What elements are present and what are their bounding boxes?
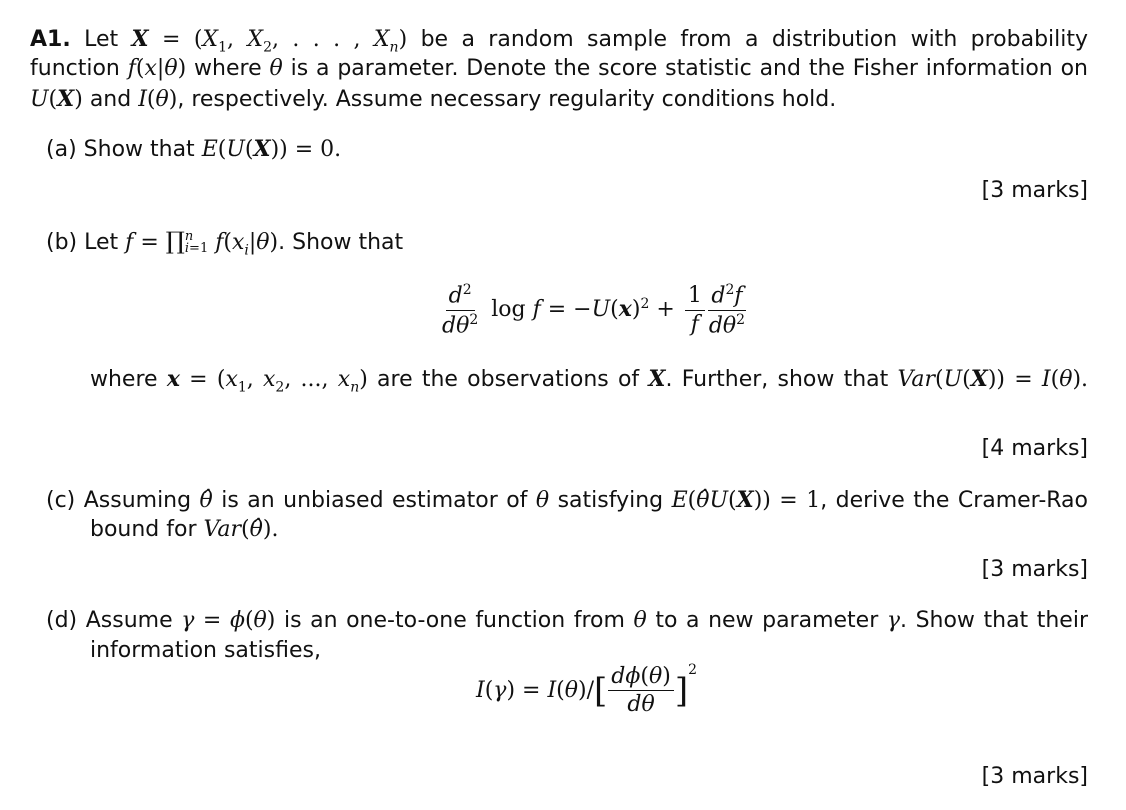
part-d: (d) Assume γ = ϕ(θ) is an one-to-one function from θ to a new parameter γ. Show that their (46, 608, 1088, 633)
part-c: (c) Assuming θ̂ is an unbiased estimator of θ satisfying E(θ̂U(X)) = 1, derive the Cramer-Rao (46, 487, 1088, 513)
part-a-marks: [3 marks] (981, 178, 1088, 203)
intro-line-1: A1. Let $X = (X_1$, $X_2$, . . . , $X_n$) be a random sample from a distribution with probability (30, 26, 1088, 54)
part-a: (a) Show that E(U(X)) = 0. (46, 136, 342, 162)
part-b: (b) Let f = ∏n i=1 $f(x_i|\theta)$. Show that (46, 227, 404, 259)
part-a-label: (a) (46, 137, 77, 162)
part-b-marks: [4 marks] (981, 436, 1088, 461)
part-b-equation: $\frac{d^2}{d\theta^2}$ $\log f = -U(x)^2$ + $\frac{1}{f}$ $\frac{d^2f}{d\theta^2}$ (442, 282, 746, 338)
part-c-marks: [3 marks] (981, 557, 1088, 582)
part-b-line2: where $x = (x_1$, $x_2$, ..., $x_n$) are the observations of X. Further, show that Var(U(X)) = I(θ). (90, 366, 1088, 394)
part-c-label: (c) (46, 488, 76, 513)
part-d-line2: information satisfies, (90, 638, 321, 663)
part-d-marks: [3 marks] (981, 764, 1088, 789)
question-number: A1. (30, 27, 71, 52)
intro-line-3: U(X) and I(θ), respectively. Assume necessary regularity conditions hold. (30, 86, 837, 112)
part-c-line2: bound for Var(θ̂). (90, 517, 279, 542)
part-d-equation: I(γ) = I(θ)/[ $\frac{d\phi(\theta)}{d\theta}$ ]$^2$ (476, 662, 697, 718)
part-b-label: (b) (46, 230, 78, 255)
part-d-label: (d) (46, 608, 78, 633)
intro-line-2: function f(x|θ) where θ is a parameter. Denote the score statistic and the Fisher information on (30, 56, 1088, 81)
